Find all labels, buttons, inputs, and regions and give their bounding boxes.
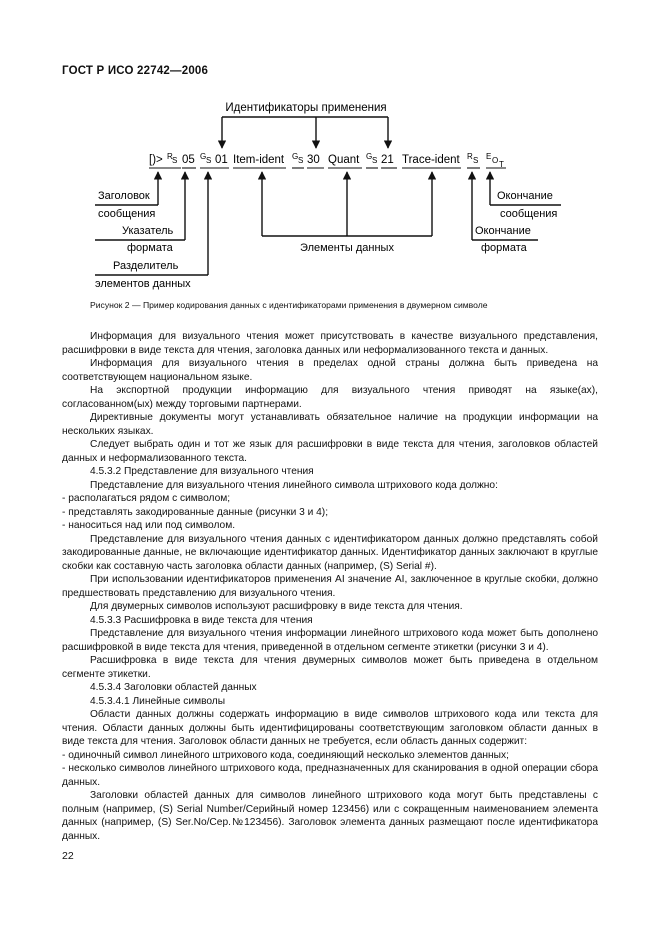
paragraph: Для двумерных символов используют расшифровку в виде текста для чтения. [90,601,463,612]
paragraph: Области данных должны содержать информацию в виде символов штрихового кода или текста для чтения. Области данных должны быть идентифицированы соответствующим заголовком области данных в виде текста для чтения. Заголовок области данных не требуется, если область данных содержит: [62,709,598,747]
paragraph: 4.5.3.4.1 Линейные символы [90,695,226,707]
code-gs1-g: G [200,152,207,161]
data-elements-label: Элементы данных [300,242,394,254]
code-trace-ident: Trace-ident [402,154,460,166]
separator-label-2: элементов данных [95,278,191,290]
code-30: 30 [307,154,320,166]
paragraph: - располагаться рядом с символом; [62,493,231,504]
paragraph: Представление для визуального чтения информации линейного штрихового кода может быть дополнено расшифровкой в виде текста для чтения, приведенной в отдельном сегменте этикетки (рисунки 3 и 4). [62,628,598,653]
code-rs-r: R [167,152,173,161]
message-header-label-1: Заголовок [98,190,150,202]
top-bracket [222,117,388,148]
code-gs1-s: S [206,156,212,165]
message-end-label-1: Окончание [497,190,553,202]
code-item-ident: Item-ident [233,154,285,166]
code-eot-t: T [499,160,504,169]
figure-caption: Рисунок 2 — Пример кодирования данных с идентификаторами применения в двумерном символе [90,300,488,310]
code-eot-e: E [486,152,492,161]
paragraph: Информация для визуального чтения в пределах одной страны должна быть приведена на соответствующем национальном языке. [62,358,598,383]
format-indicator-label-2: формата [127,242,173,254]
paragraph: 4.5.3.4 Заголовки областей данных [90,682,257,693]
code-gs2-g: G [292,152,299,161]
paragraph: 4.5.3.2 Представление для визуального чтения [90,466,314,477]
paragraph: При использовании идентификаторов применения AI значение AI, заключенное в круглые скобки, должно предшествовать представлению для визуального чтения. [62,574,598,599]
paragraph: - представлять закодированные данные (рисунки 3 и 4); [62,506,329,518]
code-rs2-r: R [467,152,473,161]
format-end-label-1: Окончание [475,225,531,237]
body-text [62,330,598,843]
code-quant: Quant [328,154,360,166]
code-01: 01 [215,154,228,166]
paragraph: - одиночный символ линейного штрихового кода, соединяющий несколько элементов данных; [62,749,509,761]
data-elements-bracket [262,172,432,236]
message-end-label-2: сообщения [500,208,558,220]
code-21: 21 [381,154,394,166]
code-start: [)> [149,154,163,166]
format-end-label-2: формата [481,242,527,254]
code-eot-o: O [492,156,499,165]
paragraph: Следует выбрать один и тот же язык для расшифровки в виде текста для чтения, заголовков областей данных и неформализованного текста. [62,439,598,464]
format-indicator-label-1: Указатель [122,225,174,237]
paragraph: Представление для визуального чтения линейного символа штрихового кода должно: [90,479,498,491]
application-identifiers-label: Идентификаторы применения [225,102,387,114]
paragraph: Заголовки областей данных для символов линейного штрихового кода могут быть представлены с полным (например, (S) Serial Number/Серийный номер 123456) или с сокращенным наименованием элемента данных (например, (S) Ser.No/Сер.№123456). Заголовок элемента данных размещают после идентификатора данных. [62,790,598,842]
paragraph: - несколько символов линейного штрихового кода, предназначенных для сканирования в одной операции сбора данных. [62,763,598,788]
document-header: ГОСТ Р ИСО 22742—2006 [62,65,209,77]
code-rs2-s: S [473,156,479,165]
paragraph: Представление для визуального чтения данных с идентификатором данных должно представлять собой закодированные данные, не включающие идентификатор данных. Идентификатор данных заключают в круглые скобки как составную часть заголовка области данных (например, (S) Serial #). [62,533,598,572]
encoding-diagram [0,0,661,300]
paragraph: - наноситься над или под символом. [62,520,236,531]
code-gs3-s: S [372,156,378,165]
paragraph: 4.5.3.3 Расшифровка в виде текста для чтения [90,614,313,626]
code-rs-s: S [172,156,178,165]
paragraph: Информация для визуального чтения может присутствовать в качестве визуального представления, расшифровки в виде текста для чтения, заголовка данных или неформализованного текста и данных. [62,331,598,356]
code-gs3-g: G [366,152,373,161]
code-sequence [149,152,504,169]
paragraph: На экспортной продукции информацию для визуального чтения приводят на языке(ах), согласованном(ых) между торговыми партнерами. [62,385,598,410]
separator-label-1: Разделитель [113,260,179,272]
code-gs2-s: S [298,156,304,165]
message-header-label-2: сообщения [98,208,156,220]
paragraph: Расшифровка в виде текста для чтения двумерных символов может быть приведена в отдельном сегменте этикетки. [62,655,598,680]
code-05: 05 [182,154,195,166]
page-number: 22 [62,850,74,862]
paragraph: Директивные документы могут устанавливать обязательное наличие на продукции информации на нескольких языках. [62,412,598,437]
